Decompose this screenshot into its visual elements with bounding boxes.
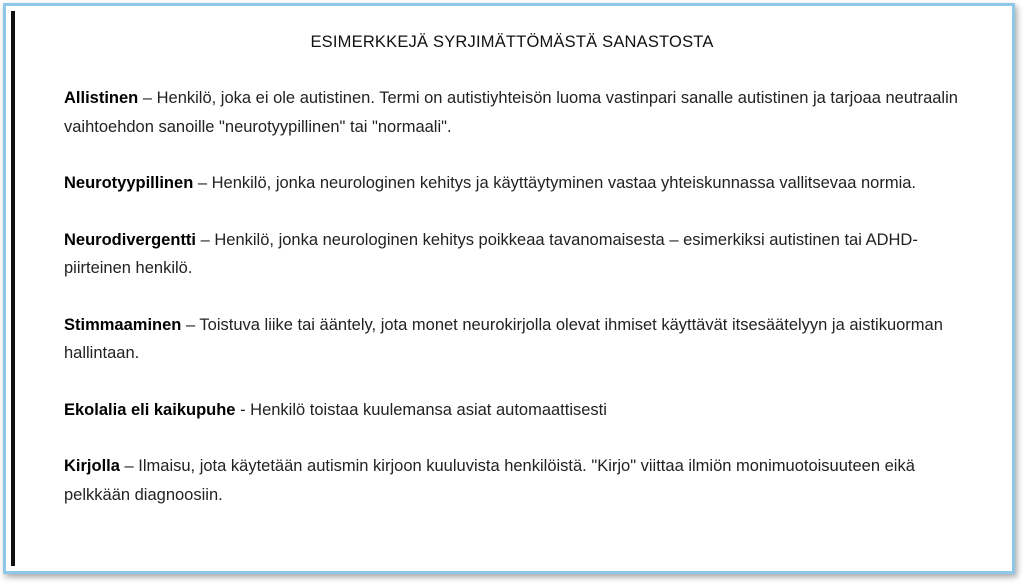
glossary-list — [64, 84, 974, 537]
entry-term: Neurodivergentti — [64, 230, 197, 249]
entry-definition: – Henkilö, jonka neurologinen kehitys poikkeaa tavanomaisesta – esimerkiksi autistinen tai ADHD-piirteinen henkilö. — [64, 230, 918, 277]
glossary-entry-ekolalia — [64, 396, 974, 425]
glossary-entry-allistinen — [64, 84, 974, 141]
entry-term: Allistinen — [64, 89, 139, 107]
entry-term: Neurotyypillinen — [64, 174, 194, 192]
page-title: ESIMERKKEJÄ SYRJIMÄTTÖMÄSTÄ SANASTOSTA — [310, 33, 714, 51]
glossary-entry-kirjolla — [64, 452, 974, 509]
glossary-entry-neurodivergentti — [64, 226, 974, 283]
entry-definition: - Henkilö toistaa kuulemansa asiat automaattisesti — [235, 400, 607, 419]
entry-definition: – Ilmaisu, jota käytetään autismin kirjoon kuuluvista henkilöistä. "Kirjo" viittaa ilmiön monimuotoisuuteen eikä pelkkään diagnoosiin. — [64, 457, 915, 504]
entry-term: Stimmaaminen — [64, 315, 182, 334]
left-accent-bar — [11, 11, 15, 566]
entry-definition: – Henkilö, jonka neurologinen kehitys ja käyttäytyminen vastaa yhteiskunnassa vallitsevaa normia. — [193, 174, 917, 192]
glossary-entry-stimmaaminen — [64, 311, 974, 368]
entry-term: Ekolalia eli kaikupuhe — [64, 400, 236, 419]
glossary-entry-neurotyypillinen — [64, 169, 974, 198]
entry-definition: – Henkilö, joka ei ole autistinen. Termi on autistiyhteisön luoma vastinpari sanalle autistinen ja tarjoaa neutraalin vaihtoehdon sanoille "neurotyypillinen" tai "normaali". — [64, 89, 958, 136]
entry-term: Kirjolla — [64, 457, 120, 475]
entry-definition: – Toistuva liike tai ääntely, jota monet neurokirjolla olevat ihmiset käyttävät itsesäätelyyn ja aistikuorman hallintaan. — [64, 315, 943, 362]
